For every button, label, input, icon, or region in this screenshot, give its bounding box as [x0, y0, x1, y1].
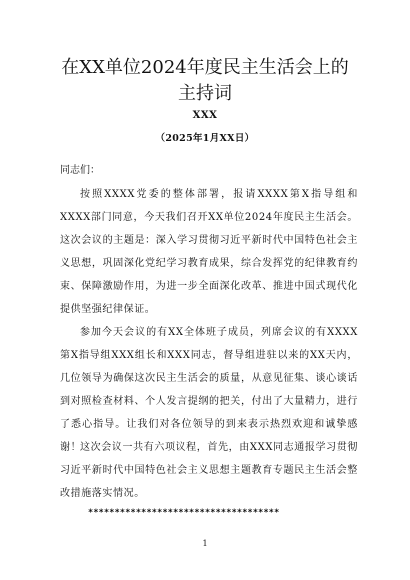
body-paragraph: 这次会议一共有六项议程，首先，由XXX同志通报学习贯彻习近平新时代中国特色社会主义思想主题教育专题民主生活会整改措施落实情况。: [60, 442, 358, 499]
greeting: 同志们：: [60, 165, 100, 176]
document-date: （2025年1月XX日）: [155, 133, 255, 144]
document-title-line-1: 在XX单位2024年度民主生活会上的: [61, 57, 349, 78]
page-number: 1: [202, 539, 208, 548]
body-paragraph-1-block: [60, 183, 358, 321]
document-title-line-2: 主持词: [178, 83, 232, 104]
document-author: XXX: [192, 110, 218, 121]
body-paragraph: 按照XXXX党委的整体部署，报请XXXX第X指导组和XXXX部门同意，今天我们召开XX单位2024年度民主生活会。这次会议的主题是：深入学习贯彻习近平新时代中国特色社会主义思想，巩固深化党纪学习教育成果，综合发挥党的纪律教育约束、保障激励作用，为进一步全面深化改革、推进中国式现代化提供坚强纪律保证。: [60, 189, 358, 315]
body-paragraph-3-block: [60, 436, 358, 505]
separator-line: ************************************: [88, 508, 280, 518]
body-paragraph: 参加今天会议的有XX全体班子成员，列席会议的有XXXX第X指导组XXX组长和XXX同志，督导组进驻以来的XX天内，几位领导为确保这次民主生活会的质量，从意见征集、谈心谈话到对照检查材料、个人发言提纲的把关，付出了大量精力，进行了悉心指导。让我们对各位领导的到来表示热烈欢迎和诚挚感谢！: [60, 327, 358, 453]
